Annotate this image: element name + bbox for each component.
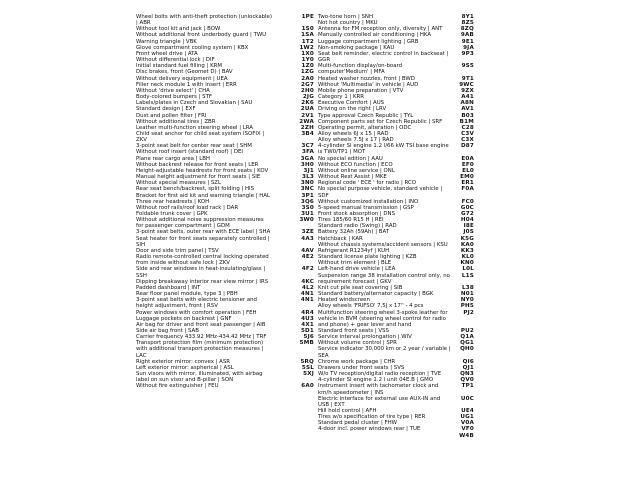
option-code: 1ZG bbox=[300, 69, 314, 76]
option-description: Manually controlled air conditioning | HKA bbox=[318, 32, 432, 39]
option-code: I8E bbox=[463, 223, 474, 230]
option-code: N01 bbox=[460, 291, 474, 298]
option-description: 4-cylinder SI engine 1.2 l/66 kW TSI base engine is TW0/TP1 | MOT bbox=[318, 143, 449, 156]
option-description: Dust and pollen filter | FRI bbox=[136, 112, 207, 119]
option-description: Without 'Multimedia' in vehicle | AUD bbox=[318, 81, 419, 88]
option-description: Right exterior mirror: convex | ASR bbox=[136, 358, 230, 365]
option-row bbox=[318, 346, 478, 358]
option-description: Manual height adjustment for front seats | SIE bbox=[136, 174, 261, 181]
option-description: Bracket for first aid kit and warning triangle | HAL bbox=[136, 192, 270, 199]
option-description: Standard battery/alternator capacity | BGK bbox=[318, 291, 434, 298]
option-description: 3-point seat belts, outer rear with ECE label | SHA bbox=[136, 229, 271, 236]
option-description: Glove compartment cooling system | KBX bbox=[136, 44, 249, 51]
option-description: Air bag for driver and front seat passenger | AIB bbox=[136, 321, 266, 328]
option-row bbox=[318, 396, 478, 408]
option-description: Left exterior mirror: aspherical | ASL bbox=[136, 364, 234, 371]
option-code: 4E2 bbox=[301, 254, 314, 261]
option-code: 4X1 bbox=[301, 321, 314, 328]
option-code: A41 bbox=[461, 94, 474, 101]
option-description: Without fire extinguisher | FEU bbox=[136, 383, 219, 390]
option-code: 3L3 bbox=[302, 174, 314, 181]
option-description: Not hot country | MKU bbox=[318, 20, 378, 27]
option-code: 3N0 bbox=[300, 180, 314, 187]
option-description: Without backrest release for front seats | LER bbox=[136, 161, 259, 168]
option-code: 5MB bbox=[299, 340, 314, 347]
option-description: Operating permit, alteration | ODC bbox=[318, 124, 412, 131]
option-code: 4U3 bbox=[301, 315, 314, 322]
option-code: 4AV bbox=[301, 247, 314, 254]
option-code: 4KC bbox=[301, 278, 314, 285]
option-code: QJ1 bbox=[462, 364, 474, 371]
option-code: 9AB bbox=[460, 32, 474, 39]
option-code: 1Z0 bbox=[301, 63, 314, 70]
option-code: C3V bbox=[461, 130, 474, 137]
option-description: Plane rear cargo area | LBH bbox=[136, 155, 210, 162]
option-code: 8Z5 bbox=[461, 20, 474, 27]
option-code: PJ2 bbox=[463, 309, 474, 316]
option-description: Side and rear windows in heat-insulating/glass | SSH bbox=[136, 266, 266, 279]
option-description: Luggage pockets on backrest | GNF bbox=[136, 315, 232, 322]
option-code: QG1 bbox=[460, 340, 474, 347]
option-row bbox=[136, 266, 316, 278]
option-code: 4L2 bbox=[302, 284, 314, 291]
option-row bbox=[136, 217, 316, 229]
option-code: W4B bbox=[459, 432, 474, 439]
option-code: 2V1 bbox=[301, 112, 314, 119]
option-code: C28 bbox=[461, 124, 474, 131]
option-code: 3U1 bbox=[301, 211, 314, 217]
option-description: Knit cut pile seat covering | SIB bbox=[318, 284, 403, 291]
option-code: QN3 bbox=[460, 371, 474, 378]
option-code: 4F2 bbox=[301, 266, 314, 273]
option-description: No special edition | AAU bbox=[318, 155, 383, 162]
option-description: Three rear headrests | KOH bbox=[136, 198, 210, 205]
option-row bbox=[318, 51, 478, 63]
option-description: Without trim element | BLE bbox=[318, 260, 392, 267]
option-description: Without chassis systems/accident sensors | KSU bbox=[318, 241, 448, 248]
option-code: 2K6 bbox=[301, 100, 314, 107]
option-description: Without roof rails/roof load rack | DAR bbox=[136, 204, 239, 211]
option-description: Without additional front underbody guard | TWU bbox=[136, 32, 267, 39]
option-description: Front stock absorption | DNS bbox=[318, 211, 396, 217]
option-description: Transport protection film (minimum protection) with additional transport protection measures | LAC bbox=[136, 340, 264, 359]
option-description: Alloy wheels 6J x 15 | RAD bbox=[318, 130, 389, 137]
option-code: 3NC bbox=[300, 186, 314, 193]
option-description: Tires w/o specification of tire type | RER bbox=[318, 414, 426, 421]
option-code: 5XJ bbox=[303, 371, 314, 378]
option-description: Non-smoking package | KAU bbox=[318, 44, 395, 51]
option-code: 9JA bbox=[463, 44, 474, 51]
option-description: Left-hand drive vehicle | LEA bbox=[318, 266, 396, 273]
option-code: PU2 bbox=[460, 327, 474, 334]
option-code: 6A0 bbox=[301, 383, 314, 390]
option-code: D87 bbox=[460, 143, 474, 150]
option-code: 2H0 bbox=[300, 87, 314, 94]
option-code: 4A3 bbox=[301, 235, 314, 242]
option-code: 9P3 bbox=[461, 50, 474, 57]
option-description: 3-point seat belts with electric tensioner and height adjustment, front | RSV bbox=[136, 297, 257, 310]
option-description: W/o TV reception/digital radio reception | TVE bbox=[318, 371, 442, 378]
option-code: L38 bbox=[462, 284, 474, 291]
option-code: UG1 bbox=[460, 414, 474, 421]
option-description: Power windows with comfort operation | FEH bbox=[136, 309, 257, 316]
option-code: 3P1 bbox=[301, 192, 314, 199]
option-code: 9T1 bbox=[461, 75, 474, 82]
option-description: Warning triangle | VBK bbox=[136, 38, 197, 45]
option-code: EL0 bbox=[462, 167, 474, 174]
option-code: 3GA bbox=[300, 155, 314, 162]
option-description: Without ECO function | ECO bbox=[318, 161, 393, 168]
option-code: TP1 bbox=[461, 383, 474, 390]
option-code: G0C bbox=[460, 204, 474, 211]
option-description: Heated windscreen bbox=[318, 297, 370, 304]
option-code: 9WC bbox=[459, 81, 474, 88]
option-description: Standard license plate lighting | KZB bbox=[318, 254, 417, 261]
option-row bbox=[318, 143, 478, 155]
option-description: Padded dashboard | INT bbox=[136, 284, 201, 291]
option-code: EF0 bbox=[461, 161, 474, 168]
option-code: 3B4 bbox=[301, 130, 314, 137]
option-description: Electric interface for external use AUX-IN and USB | EXT bbox=[318, 395, 441, 408]
option-code: U0C bbox=[460, 395, 474, 402]
option-description: Wheel bolts with anti-theft protection (unlockable) | ABR bbox=[136, 14, 272, 27]
option-row bbox=[318, 273, 478, 285]
option-description: Radio remote-controlled central locking operated from inside without safe lock | ZKV bbox=[136, 254, 269, 267]
option-row bbox=[318, 63, 478, 75]
option-description: 3-point seat belt for center rear seat | SHM bbox=[136, 143, 252, 150]
option-description: Category 1 | KRR bbox=[318, 94, 365, 101]
option-code: 3ZE bbox=[301, 229, 314, 236]
option-description: Without additional noise suppression measures for passenger compartment | GDM bbox=[136, 217, 264, 230]
option-code: 1SA bbox=[301, 32, 314, 39]
option-code: 4R4 bbox=[301, 309, 314, 316]
option-code: 5D1 bbox=[300, 327, 314, 334]
option-description: Standard front seats | VSS bbox=[318, 327, 389, 334]
option-code: 2WA bbox=[299, 118, 314, 125]
option-description: Suspension range 38 installation control only, no requirement forecast | GKV bbox=[318, 272, 450, 285]
option-code: L0L bbox=[462, 266, 474, 273]
option-description: Regional code ' ECE ' for radio | RCO bbox=[318, 180, 416, 187]
option-code: A8N bbox=[460, 100, 474, 107]
option-description: Hill hold control | AFH bbox=[318, 408, 377, 414]
option-code: 1T2 bbox=[301, 38, 314, 45]
option-description: Dipping breakaway interior rear view mirror | IRS bbox=[136, 278, 269, 285]
option-code: QH0 bbox=[460, 346, 474, 353]
option-code: QI6 bbox=[462, 358, 474, 365]
option-description: Heated washer nozzles, front | BWD bbox=[318, 75, 415, 82]
option-description: Labels/plates in Czech and Slovakian | SAU bbox=[136, 100, 253, 107]
option-description: Standard design | EXF bbox=[136, 106, 196, 113]
option-code: L1S bbox=[461, 272, 474, 279]
option-description: Seat heater for front seats separately controlled | SIH bbox=[136, 235, 270, 248]
option-code: 5J6 bbox=[303, 334, 314, 341]
option-description: 4-cylinder SI engine 1.2 l unit 04E.B | GMO bbox=[318, 377, 434, 384]
option-description: Standard radio (Swing) | RAD bbox=[318, 223, 397, 230]
option-row bbox=[136, 371, 316, 383]
option-code: Q1A bbox=[460, 334, 474, 341]
option-description: Body-colored bumpers | STF bbox=[136, 94, 212, 101]
option-code: H04 bbox=[460, 217, 474, 224]
option-code: C3X bbox=[461, 137, 474, 144]
option-description: Multifunction steering wheel 3-spoke leather for vehicle in BVM (steering wheel control for radio and phone) + gear lever and hand bbox=[318, 309, 448, 328]
option-description: Alloy wheels 'FRIFSO' 7,5J x 17'' - 4 pcs bbox=[318, 303, 424, 310]
option-description: Without volume control | SPR bbox=[318, 340, 397, 347]
option-code: V0A bbox=[460, 420, 474, 427]
option-code: PH5 bbox=[460, 303, 474, 310]
option-row bbox=[136, 236, 316, 248]
option-description: Two-tone horn | SNH bbox=[318, 14, 374, 20]
option-code: KA0 bbox=[460, 241, 474, 248]
option-row bbox=[318, 426, 478, 432]
option-code: 9E1 bbox=[461, 38, 474, 45]
option-description: Without additional tires | ZBR bbox=[136, 118, 216, 125]
option-description: Driving on the right | LRV bbox=[318, 106, 387, 113]
option-description: Without Rest Assist | MKE bbox=[318, 174, 387, 181]
option-description: Refrigerant R1234yf | KUH bbox=[318, 247, 390, 254]
option-code: AV1 bbox=[461, 106, 474, 113]
option-description: 4-door incl. power windows rear | TUE bbox=[318, 426, 421, 433]
option-description: Leather multi-function steering wheel | LRA bbox=[136, 124, 253, 131]
option-code: B1M bbox=[459, 118, 474, 125]
option-code: KK3 bbox=[460, 247, 474, 254]
option-description: Height-adjustable headrests for front seats | KOV bbox=[136, 167, 269, 174]
option-description: Rear seat bench/backrest, split folding | HIS bbox=[136, 186, 255, 193]
option-description: Battery 32Ah (59Ah) | BAT bbox=[318, 229, 390, 236]
option-row bbox=[136, 14, 316, 26]
option-description: Seat belt reminder, electric control in backseat | GGR bbox=[318, 50, 449, 64]
option-description: Chrome work package | CHR bbox=[318, 358, 396, 365]
option-code: 4N1 bbox=[300, 291, 314, 298]
option-row bbox=[136, 383, 316, 389]
option-description: Front wheel drive | ATA bbox=[136, 50, 198, 57]
option-code: 5RQ bbox=[300, 358, 314, 365]
option-description: Without delivery equipment | UEA bbox=[136, 75, 228, 82]
option-code: NY0 bbox=[460, 297, 474, 304]
option-code: 1Y0 bbox=[301, 57, 314, 64]
option-code: 1X0 bbox=[301, 50, 314, 57]
option-description: Rear floor panel module, type 3 | PBH bbox=[136, 291, 238, 298]
option-description: Component parts set for Czech Republic | SRF bbox=[318, 118, 443, 125]
option-code: UE4 bbox=[461, 408, 474, 414]
option-description: Foldable trunk cover | GPK bbox=[136, 211, 208, 217]
option-row bbox=[136, 254, 316, 266]
option-description: Without tool kit and jack | BOW bbox=[136, 26, 221, 33]
option-code: 9ZX bbox=[461, 87, 474, 94]
option-description: Antenna for FM reception only, diversity | ANT bbox=[318, 26, 443, 33]
option-code: K5G bbox=[460, 235, 474, 242]
option-description: Type approval Czech Republic | TYL bbox=[318, 112, 414, 119]
option-list-right bbox=[318, 14, 478, 439]
option-code: 3FA bbox=[302, 149, 314, 156]
option-description: Carrier frequency 433.92 MHz-434.42 MHz | TRF bbox=[136, 334, 267, 341]
option-description: Without roof insert (standard roof) | DEI bbox=[136, 149, 243, 156]
option-code: VF0 bbox=[461, 426, 474, 433]
option-description: Sun visors with mirror, illuminated, with airbag label on sun visor and B-pillar | SON bbox=[136, 371, 263, 384]
option-code: ER1 bbox=[461, 180, 474, 187]
option-description: Side air bag front | SAB bbox=[136, 327, 199, 334]
option-description: Mobile phone preparation | VTV bbox=[318, 87, 404, 94]
option-description: Without 'drive select' | CHA bbox=[136, 87, 210, 94]
option-row bbox=[136, 131, 316, 143]
option-code: 1W2 bbox=[299, 44, 314, 51]
option-code: 8ZQ bbox=[460, 26, 474, 33]
option-description: Alloy wheels 7.5J x 17 | RAD bbox=[318, 137, 394, 144]
option-code: KN0 bbox=[460, 260, 474, 267]
option-description: Service indicator 30,000 km or 2 year / variable | SEA bbox=[318, 346, 451, 359]
option-description: Door and side trim panel | TSV bbox=[136, 247, 219, 254]
option-description: Filler neck module 1 with insert | ERR bbox=[136, 81, 237, 88]
option-code: 2G7 bbox=[301, 81, 314, 88]
option-code: 8Y1 bbox=[461, 14, 474, 20]
option-code: 5SL bbox=[301, 364, 314, 371]
option-description: Disc brakes, front (Geomet D) | BAV bbox=[136, 69, 233, 76]
option-list-left bbox=[136, 14, 316, 390]
option-code: 1S0 bbox=[301, 26, 314, 33]
option-code: 3J1 bbox=[303, 167, 314, 174]
option-code: EM0 bbox=[460, 174, 474, 181]
option-code: J0S bbox=[463, 229, 474, 236]
option-description: No special purpose vehicle, standard vehicle | SDF bbox=[318, 186, 443, 199]
option-description: Drawers under front seats | SVS bbox=[318, 364, 405, 371]
option-code: 3S0 bbox=[301, 204, 314, 211]
option-description: Hatchback | KAR bbox=[318, 235, 363, 242]
option-code: 2ZH bbox=[300, 124, 314, 131]
option-code: 9S5 bbox=[461, 63, 474, 70]
option-code: 3W0 bbox=[299, 217, 314, 224]
option-description: Service interval prolongation | WIV bbox=[318, 334, 412, 341]
option-code: 1PE bbox=[301, 14, 314, 20]
option-row bbox=[136, 297, 316, 309]
option-description: Standard pedal cluster | FHW bbox=[318, 420, 397, 427]
option-description: Child seat anchor for child seat system ISOFIX | ZKV bbox=[136, 130, 265, 144]
option-row bbox=[136, 340, 316, 358]
option-description: Tires 185/60 R15 H | REI bbox=[318, 217, 384, 224]
option-code: 3H0 bbox=[300, 161, 314, 168]
option-code: G72 bbox=[461, 211, 474, 217]
option-code: 3Q6 bbox=[300, 198, 314, 205]
option-description: Initial standard fuel filling | KRM bbox=[136, 63, 222, 70]
option-code: 2JG bbox=[302, 94, 314, 101]
option-description: Executive Comfort | AUS bbox=[318, 100, 385, 107]
option-row bbox=[318, 383, 478, 395]
option-code: FC0 bbox=[461, 198, 474, 205]
option-code: E0A bbox=[461, 155, 474, 162]
option-code: QV0 bbox=[460, 377, 474, 384]
option-description: Luggage compartment lighting | GRB bbox=[318, 38, 419, 45]
option-code: 2UA bbox=[300, 106, 314, 113]
option-code: 2A0 bbox=[301, 75, 314, 82]
option-description: Instrument insert with tachometer clock and km/h speedometer | INS bbox=[318, 383, 439, 396]
option-row bbox=[318, 186, 478, 198]
option-code: 3C7 bbox=[301, 143, 314, 150]
option-description: Without online service | ONL bbox=[318, 167, 395, 174]
option-code: KL0 bbox=[461, 254, 474, 261]
option-code: 4N1 bbox=[300, 297, 314, 304]
option-description: Without customized installation | INO bbox=[318, 198, 419, 205]
option-row bbox=[318, 310, 478, 328]
option-description: Without special measures | SZL bbox=[136, 180, 221, 187]
option-description: Without differential lock | DIF bbox=[136, 57, 215, 64]
option-code: B03 bbox=[461, 112, 474, 119]
option-description: 5-speed manual transmission | GSP bbox=[318, 204, 414, 211]
option-description: Multi-function display/on-board computer'Medium' | MFA bbox=[318, 63, 403, 76]
option-code: F0A bbox=[461, 186, 474, 193]
